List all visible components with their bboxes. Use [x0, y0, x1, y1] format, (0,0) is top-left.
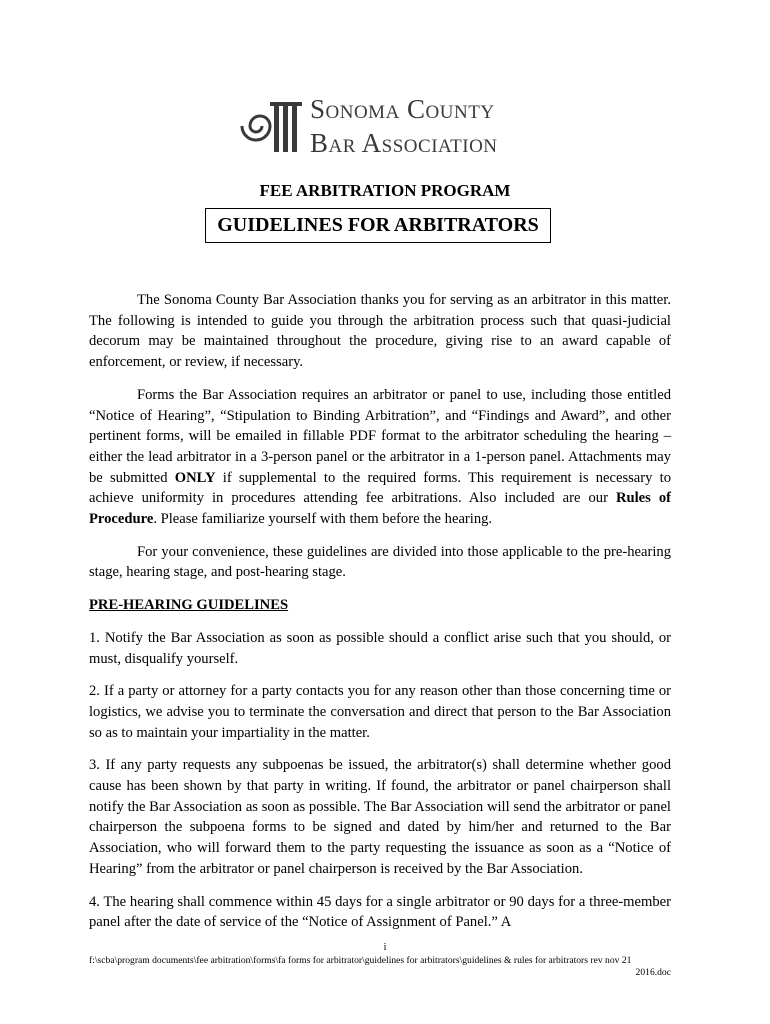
- logo-line-2: Bar Association: [310, 128, 498, 158]
- forms-text-a: Forms the Bar Association requires an arbitrator or panel to use, including those entitled “Notice of Hearing”, “Stipulation to Binding Arbitration”, and “Findings and Award”, and other pertinent forms, will be emailed in fillable PDF format to the arbitrator scheduling the hearing – either the lead arbitrator in a 3-person panel or the arbitrator in a 1-person panel. Attachments may be submitted: [89, 386, 671, 486]
- convenience-paragraph: For your convenience, these guidelines are divided into those applicable to the pre-hearing stage, hearing stage, and post-hearing stage.: [89, 543, 671, 581]
- forms-paragraph: [89, 385, 671, 530]
- guideline-item-2: 2. If a party or attorney for a party contacts you for any reason other than those concerning time or logistics, we advise you to terminate the conversation and direct that person to the Bar Association so as to maintain your impartiality in the matter.: [89, 683, 671, 741]
- logo-text: [310, 92, 498, 160]
- file-path-line-1: f:\scba\program documents\fee arbitration\forms\fa forms for arbitrator\guidelines for arbitrators\guidelines & rules for arbitrators rev nov 21: [89, 955, 632, 966]
- section-heading-pre-hearing: PRE-HEARING GUIDELINES: [89, 597, 289, 614]
- page-title: GUIDELINES FOR ARBITRATORS: [205, 208, 551, 243]
- forms-text-b: if supplemental to the required forms. This requirement is necessary to achieve uniformity in procedures attending fee arbitrations. Also included are our: [89, 469, 671, 507]
- file-path-footer: [89, 955, 671, 979]
- intro-paragraph: The Sonoma County Bar Association thanks you for serving as an arbitrator in this matter. The following is intended to guide you through the arbitration process such that quasi-judicial decorum may be maintained throughout the procedure, giving rise to an award capable of enforcement, or review, if necessary.: [89, 292, 671, 371]
- forms-only-emphasis: ONLY: [174, 469, 216, 486]
- document-body: [89, 290, 671, 945]
- logo-line-1: Sonoma County: [310, 94, 495, 124]
- page-number: i: [383, 942, 387, 953]
- file-path-line-2: 2016.doc: [635, 967, 671, 978]
- guideline-item-3: 3. If any party requests any subpoenas be issued, the arbitrator(s) shall determine whether good cause has been shown by that party in writing. If found, the arbitrator or panel chairperson shall notify the Bar Association as soon as possible. The Bar Association will send the arbitrator or panel chairperson the subpoena forms to be signed and dated by him/her and returned to the Bar Association, who will forward them to the party requesting the issuance as soon as a “Notice of Hearing” from the arbitrator or panel chairperson is received by the Bar Association.: [89, 757, 671, 877]
- program-heading: FEE ARBITRATION PROGRAM: [259, 181, 511, 200]
- forms-text-c: . Please familiarize yourself with them before the hearing.: [153, 511, 493, 528]
- column-logo-icon: [236, 96, 308, 158]
- guideline-item-4: 4. The hearing shall commence within 45 days for a single arbitrator or 90 days for a three-member panel after the date of service of the “Notice of Assignment of Panel.” A: [89, 893, 671, 931]
- guideline-item-1: 1. Notify the Bar Association as soon as possible should a conflict arise such that you should, or must, disqualify yourself.: [89, 629, 671, 667]
- rules-of-procedure: Rules of Procedure: [89, 490, 671, 528]
